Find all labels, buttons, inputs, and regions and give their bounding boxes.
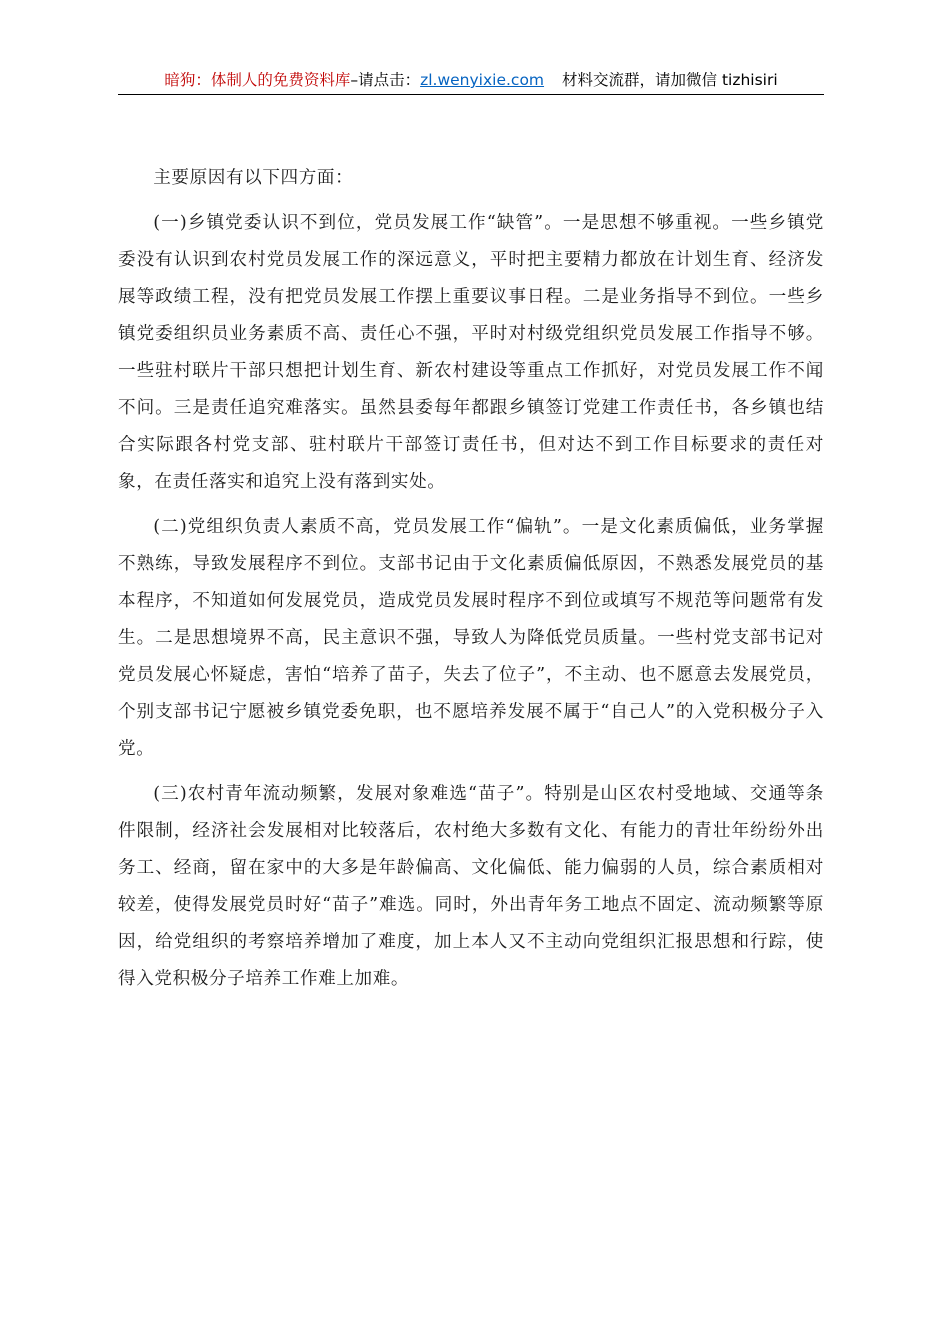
intro-paragraph: 主要原因有以下四方面：	[153, 168, 354, 188]
header-brand: 暗狗：体制人的免费资料库	[164, 71, 351, 89]
header-cta: –请点击：	[350, 71, 421, 89]
document-body	[118, 160, 824, 1006]
section-1-paragraph: (一)乡镇党委认识不到位，党员发展工作“缺管”。一是思想不够重视。一些乡镇党委没有认识到农村党员发展工作的深远意义，平时把主要精力都放在计划生育、经济发展等政绩工程，没有把党员发展工作摆上重要议事日程。二是业务指导不到位。一些乡镇党委组织员业务素质不高、责任心不强，平时对村级党组织党员发展工作指导不够。一些驻村联片干部只想把计划生育、新农村建设等重点工作抓好，对党员发展工作不闻不问。三是责任追究难落实。虽然县委每年都跟乡镇签订党建工作责任书，各乡镇也结合实际跟各村党支部、驻村联片干部签订责任书，但对达不到工作目标要求的责任对象，在责任落实和追究上没有落到实处。	[118, 213, 824, 492]
section-2-paragraph: (二)党组织负责人素质不高，党员发展工作“偏轨”。一是文化素质偏低，业务掌握不熟练，导致发展程序不到位。支部书记由于文化素质偏低原因，不熟悉发展党员的基本程序，不知道如何发展党员，造成党员发展时程序不到位或填写不规范等问题常有发生。二是思想境界不高，民主意识不强，导致人为降低党员质量。一些村党支部书记对党员发展心怀疑虑，害怕“培养了苗子，失去了位子”，不主动、也不愿意去发展党员，个别支部书记宁愿被乡镇党委免职，也不愿培养发展不属于“自己人”的入党积极分子入党。	[118, 517, 824, 759]
section-3-paragraph: (三)农村青年流动频繁，发展对象难选“苗子”。特别是山区农村受地域、交通等条件限制，经济社会发展相对比较落后，农村绝大多数有文化、有能力的青壮年纷纷外出务工、经商，留在家中的大多是年龄偏高、文化偏低、能力偏弱的人员，综合素质相对较差，使得发展党员时好“苗子”难选。同时，外出青年务工地点不固定、流动频繁等原因，给党组织的考察培养增加了难度，加上本人又不主动向党组织汇报思想和行踪，使得入党积极分子培养工作难上加难。	[118, 784, 824, 989]
header-contact: 材料交流群，请加微信 tizhisiri	[562, 71, 778, 89]
page-header	[118, 66, 824, 95]
header-link[interactable]: zl.wenyixie.com	[420, 71, 545, 89]
